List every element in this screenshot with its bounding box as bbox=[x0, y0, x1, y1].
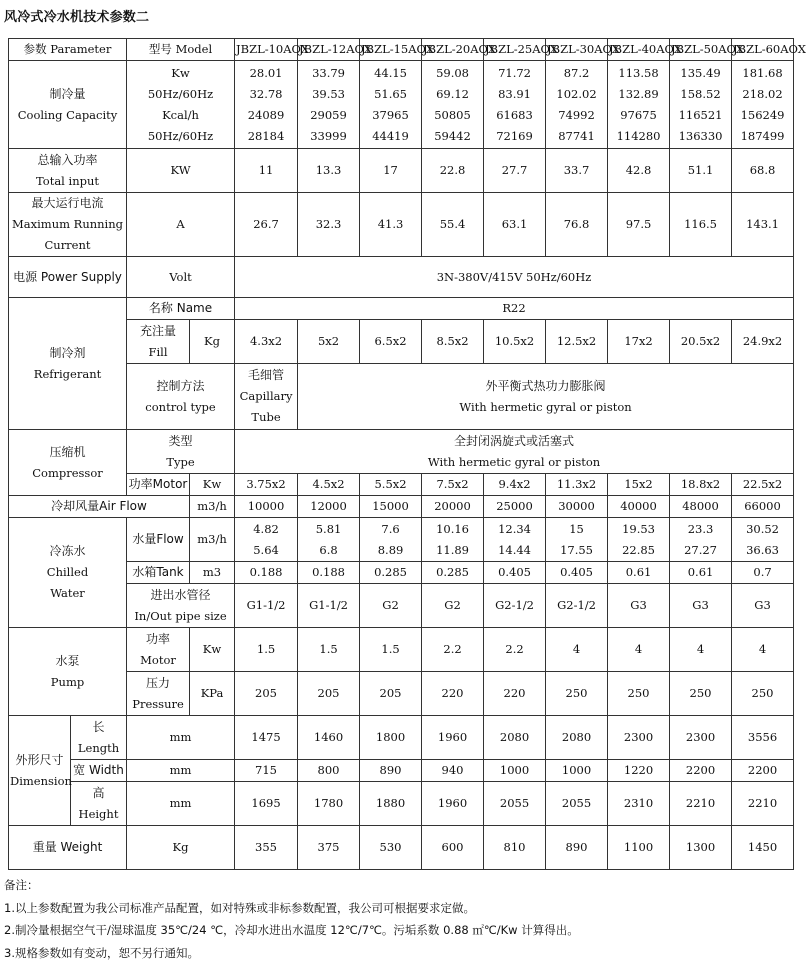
fill-unit: Kg bbox=[190, 320, 235, 364]
pump-motor-unit: Kw bbox=[190, 628, 235, 672]
length-cell: 1475 bbox=[235, 716, 298, 760]
height-cell: 1695 bbox=[235, 782, 298, 826]
current-label-en: Current bbox=[10, 235, 125, 256]
flow-cell: 7.6 8.89 bbox=[360, 518, 422, 562]
cooling-unit: Kcal/h bbox=[128, 105, 233, 126]
fill-cell: 17x2 bbox=[608, 320, 670, 364]
chilled-label-en: Chilled bbox=[10, 562, 125, 583]
notes-heading: 备注： bbox=[4, 874, 579, 897]
tank-cell: 0.188 bbox=[235, 562, 298, 584]
input-label bbox=[9, 149, 127, 193]
pump-pressure-cell: 205 bbox=[360, 672, 422, 716]
cooling-label-zh: 制冷量 bbox=[10, 84, 125, 105]
valve-en: With hermetic gyral or piston bbox=[299, 397, 792, 418]
pipe-cell: G3 bbox=[732, 584, 794, 628]
model-name: JBZL-40AOX bbox=[608, 39, 670, 61]
dim-height-row bbox=[9, 782, 794, 826]
weight-cell: 600 bbox=[422, 826, 484, 870]
pump-motor-zh: 功率 bbox=[128, 629, 188, 650]
notes bbox=[4, 874, 579, 964]
tank-cell: 0.405 bbox=[484, 562, 546, 584]
pump-pressure-cell: 220 bbox=[422, 672, 484, 716]
cooling-units bbox=[127, 61, 235, 149]
dim-unit: mm bbox=[127, 782, 235, 826]
fill-cell: 8.5x2 bbox=[422, 320, 484, 364]
cooling-label bbox=[9, 61, 127, 149]
input-cell: 17 bbox=[360, 149, 422, 193]
pump-label-zh: 水泵 bbox=[10, 651, 125, 672]
motor-cell: 5.5x2 bbox=[360, 474, 422, 496]
motor-label bbox=[127, 474, 190, 496]
cooling-unit: Kw bbox=[128, 63, 233, 84]
refrigerant-name-text: 名称 Name bbox=[149, 301, 212, 315]
pump-pressure-unit: KPa bbox=[190, 672, 235, 716]
pipe-label-zh: 进出水管径 bbox=[128, 585, 233, 606]
power-row bbox=[9, 257, 794, 298]
pump-motor-cell: 2.2 bbox=[422, 628, 484, 672]
input-unit: KW bbox=[127, 149, 235, 193]
weight-cell: 1300 bbox=[670, 826, 732, 870]
model-name: JBZL-25AOX bbox=[484, 39, 546, 61]
motor-unit: Kw bbox=[190, 474, 235, 496]
current-cell: 97.5 bbox=[608, 193, 670, 257]
cooling-cell: 113.58 132.89 97675 114280 bbox=[608, 61, 670, 149]
current-cell: 32.3 bbox=[298, 193, 360, 257]
pump-pressure-cell: 220 bbox=[484, 672, 546, 716]
length-cell: 1960 bbox=[422, 716, 484, 760]
compressor-type-label bbox=[127, 430, 235, 474]
pump-motor-cell: 4 bbox=[546, 628, 608, 672]
motor-cell: 4.5x2 bbox=[298, 474, 360, 496]
airflow-unit: m3/h bbox=[190, 496, 235, 518]
length-cell: 2300 bbox=[670, 716, 732, 760]
tank-label bbox=[127, 562, 190, 584]
refrigerant-fill-row bbox=[9, 320, 794, 364]
pump-pressure-cell: 205 bbox=[298, 672, 360, 716]
header-row bbox=[9, 39, 794, 61]
motor-label-text: 功率Motor bbox=[129, 477, 188, 491]
flow-cell: 19.53 22.85 bbox=[608, 518, 670, 562]
motor-cell: 3.75x2 bbox=[235, 474, 298, 496]
fill-cell: 12.5x2 bbox=[546, 320, 608, 364]
airflow-label bbox=[9, 496, 190, 518]
tank-cell: 0.285 bbox=[422, 562, 484, 584]
current-row bbox=[9, 193, 794, 257]
type-label-en: Type bbox=[128, 452, 233, 473]
note-item: 2.制冷量根据空气干/湿球温度 35℃/24 ℃，冷却水进出水温度 12℃/7℃。污垢系数 0.88 ㎡℃/Kw 计算得出。 bbox=[4, 919, 579, 942]
airflow-cell: 25000 bbox=[484, 496, 546, 518]
current-cell: 41.3 bbox=[360, 193, 422, 257]
current-cell: 76.8 bbox=[546, 193, 608, 257]
refrigerant-control-row bbox=[9, 364, 794, 430]
flow-cell: 12.34 14.44 bbox=[484, 518, 546, 562]
length-label-zh: 长 bbox=[72, 717, 125, 738]
capillary-en: Capillary bbox=[236, 386, 296, 407]
chilled-label bbox=[9, 518, 127, 628]
pump-pressure-cell: 250 bbox=[670, 672, 732, 716]
model-name: JBZL-10AOX bbox=[235, 39, 298, 61]
input-cell: 68.8 bbox=[732, 149, 794, 193]
input-cell: 33.7 bbox=[546, 149, 608, 193]
pipe-cell: G2-1/2 bbox=[484, 584, 546, 628]
cooling-cell: 71.72 83.91 61683 72169 bbox=[484, 61, 546, 149]
fill-cell: 20.5x2 bbox=[670, 320, 732, 364]
pump-pressure-label bbox=[127, 672, 190, 716]
weight-cell: 810 bbox=[484, 826, 546, 870]
compressor-type-value bbox=[235, 430, 794, 474]
note-item: 3.规格参数如有变动，恕不另行通知。 bbox=[4, 942, 579, 964]
motor-cell: 18.8x2 bbox=[670, 474, 732, 496]
header-model: 型号 Model bbox=[127, 39, 235, 61]
pump-motor-cell: 4 bbox=[732, 628, 794, 672]
pump-motor-cell: 1.5 bbox=[298, 628, 360, 672]
pipe-cell: G2 bbox=[422, 584, 484, 628]
refrigerant-name-row bbox=[9, 298, 794, 320]
pipe-cell: G1-1/2 bbox=[235, 584, 298, 628]
model-name: JBZL-12AOX bbox=[298, 39, 360, 61]
airflow-cell: 40000 bbox=[608, 496, 670, 518]
length-cell: 2080 bbox=[484, 716, 546, 760]
current-cell: 116.5 bbox=[670, 193, 732, 257]
pump-pressure-cell: 250 bbox=[732, 672, 794, 716]
height-cell: 2310 bbox=[608, 782, 670, 826]
height-label-en: Height bbox=[72, 804, 125, 825]
model-name: JBZL-50AOX bbox=[670, 39, 732, 61]
model-name: JBZL-15AOX bbox=[360, 39, 422, 61]
input-cell: 13.3 bbox=[298, 149, 360, 193]
width-label bbox=[71, 760, 127, 782]
height-cell: 2210 bbox=[732, 782, 794, 826]
current-label-en: Maximum Running bbox=[10, 214, 125, 235]
power-label-text: 电源 Power Supply bbox=[13, 270, 122, 284]
current-label-zh: 最大运行电流 bbox=[10, 193, 125, 214]
spec-table bbox=[8, 38, 794, 870]
chilled-label-zh: 冷冻水 bbox=[10, 541, 125, 562]
length-cell: 3556 bbox=[732, 716, 794, 760]
current-cell: 55.4 bbox=[422, 193, 484, 257]
dimension-label bbox=[9, 716, 71, 826]
dimension-label-en: Dimension bbox=[10, 771, 69, 792]
width-cell: 2200 bbox=[670, 760, 732, 782]
airflow-cell: 66000 bbox=[732, 496, 794, 518]
pipe-cell: G1-1/2 bbox=[298, 584, 360, 628]
pump-motor-cell: 1.5 bbox=[235, 628, 298, 672]
chilled-pipe-row bbox=[9, 584, 794, 628]
airflow-cell: 48000 bbox=[670, 496, 732, 518]
height-cell: 1960 bbox=[422, 782, 484, 826]
weight-label-text: 重量 Weight bbox=[33, 840, 103, 854]
dimension-label-zh: 外形尺寸 bbox=[10, 750, 69, 771]
current-cell: 63.1 bbox=[484, 193, 546, 257]
length-label bbox=[71, 716, 127, 760]
pump-pressure-zh: 压力 bbox=[128, 673, 188, 694]
control-label bbox=[127, 364, 235, 430]
current-unit: A bbox=[127, 193, 235, 257]
power-unit: Volt bbox=[127, 257, 235, 298]
motor-cell: 15x2 bbox=[608, 474, 670, 496]
pump-motor-cell: 2.2 bbox=[484, 628, 546, 672]
length-cell: 1460 bbox=[298, 716, 360, 760]
type-value-en: With hermetic gyral or piston bbox=[236, 452, 792, 473]
weight-row bbox=[9, 826, 794, 870]
width-cell: 715 bbox=[235, 760, 298, 782]
flow-cell: 15 17.55 bbox=[546, 518, 608, 562]
length-cell: 1800 bbox=[360, 716, 422, 760]
power-label bbox=[9, 257, 127, 298]
pump-label bbox=[9, 628, 127, 716]
airflow-cell: 15000 bbox=[360, 496, 422, 518]
width-label-text: 宽 Width bbox=[73, 763, 124, 777]
cooling-cell: 28.01 32.78 24089 28184 bbox=[235, 61, 298, 149]
cooling-row bbox=[9, 61, 794, 149]
fill-label-en: Fill bbox=[128, 342, 188, 363]
height-cell: 2210 bbox=[670, 782, 732, 826]
height-cell: 2055 bbox=[546, 782, 608, 826]
input-cell: 22.8 bbox=[422, 149, 484, 193]
pipe-cell: G2 bbox=[360, 584, 422, 628]
note-item: 1.以上参数配置为我公司标准产品配置，如对特殊或非标参数配置，我公司可根据要求定做。 bbox=[4, 897, 579, 920]
control-capillary bbox=[235, 364, 298, 430]
fill-label bbox=[127, 320, 190, 364]
pump-motor-en: Motor bbox=[128, 650, 188, 671]
height-cell: 2055 bbox=[484, 782, 546, 826]
input-cell: 51.1 bbox=[670, 149, 732, 193]
input-label-en: Total input bbox=[10, 171, 125, 192]
dim-unit: mm bbox=[127, 760, 235, 782]
dim-unit: mm bbox=[127, 716, 235, 760]
header-param: 参数 Parameter bbox=[9, 39, 127, 61]
width-cell: 2200 bbox=[732, 760, 794, 782]
flow-cell: 23.3 27.27 bbox=[670, 518, 732, 562]
pipe-label bbox=[127, 584, 235, 628]
flow-cell: 30.52 36.63 bbox=[732, 518, 794, 562]
compressor-motor-row bbox=[9, 474, 794, 496]
height-cell: 1780 bbox=[298, 782, 360, 826]
motor-cell: 22.5x2 bbox=[732, 474, 794, 496]
cooling-label-en: Cooling Capacity bbox=[10, 105, 125, 126]
type-value-zh: 全封闭涡旋式或活塞式 bbox=[236, 431, 792, 452]
motor-cell: 7.5x2 bbox=[422, 474, 484, 496]
airflow-cell: 12000 bbox=[298, 496, 360, 518]
height-cell: 1880 bbox=[360, 782, 422, 826]
weight-cell: 890 bbox=[546, 826, 608, 870]
cooling-cell: 59.08 69.12 50805 59442 bbox=[422, 61, 484, 149]
length-cell: 2300 bbox=[608, 716, 670, 760]
weight-label bbox=[9, 826, 127, 870]
tank-cell: 0.285 bbox=[360, 562, 422, 584]
refrigerant-name-value: R22 bbox=[235, 298, 794, 320]
control-valve bbox=[298, 364, 794, 430]
height-label-zh: 高 bbox=[72, 783, 125, 804]
length-label-en: Length bbox=[72, 738, 125, 759]
current-cell: 26.7 bbox=[235, 193, 298, 257]
dim-length-row bbox=[9, 716, 794, 760]
motor-cell: 9.4x2 bbox=[484, 474, 546, 496]
weight-cell: 530 bbox=[360, 826, 422, 870]
tank-label-text: 水箱Tank bbox=[132, 565, 183, 579]
current-cell: 143.1 bbox=[732, 193, 794, 257]
flow-label bbox=[127, 518, 190, 562]
width-cell: 1000 bbox=[484, 760, 546, 782]
height-label bbox=[71, 782, 127, 826]
fill-cell: 6.5x2 bbox=[360, 320, 422, 364]
weight-cell: 375 bbox=[298, 826, 360, 870]
pump-pressure-cell: 250 bbox=[546, 672, 608, 716]
motor-cell: 11.3x2 bbox=[546, 474, 608, 496]
tank-unit: m3 bbox=[190, 562, 235, 584]
type-label-zh: 类型 bbox=[128, 431, 233, 452]
model-name: JBZL-60AOX bbox=[732, 39, 794, 61]
pump-motor-cell: 4 bbox=[608, 628, 670, 672]
flow-unit: m3/h bbox=[190, 518, 235, 562]
chilled-flow-row bbox=[9, 518, 794, 562]
control-label-zh: 控制方法 bbox=[128, 376, 233, 397]
control-label-en: control type bbox=[128, 397, 233, 418]
weight-unit: Kg bbox=[127, 826, 235, 870]
fill-label-zh: 充注量 bbox=[128, 321, 188, 342]
fill-cell: 10.5x2 bbox=[484, 320, 546, 364]
page-title: 风冷式冷水机技术参数二 bbox=[4, 6, 149, 25]
flow-label-text: 水量Flow bbox=[132, 532, 183, 546]
weight-cell: 355 bbox=[235, 826, 298, 870]
fill-cell: 4.3x2 bbox=[235, 320, 298, 364]
tank-cell: 0.61 bbox=[608, 562, 670, 584]
pump-motor-cell: 4 bbox=[670, 628, 732, 672]
pump-pressure-row bbox=[9, 672, 794, 716]
input-row bbox=[9, 149, 794, 193]
width-cell: 1220 bbox=[608, 760, 670, 782]
cooling-cell: 181.68 218.02 156249 187499 bbox=[732, 61, 794, 149]
pump-pressure-en: Pressure bbox=[128, 694, 188, 715]
dim-width-row bbox=[9, 760, 794, 782]
pump-motor-cell: 1.5 bbox=[360, 628, 422, 672]
width-cell: 1000 bbox=[546, 760, 608, 782]
pump-pressure-cell: 205 bbox=[235, 672, 298, 716]
pump-pressure-cell: 250 bbox=[608, 672, 670, 716]
pump-label-en: Pump bbox=[10, 672, 125, 693]
capillary-en: Tube bbox=[236, 407, 296, 428]
input-label-zh: 总输入功率 bbox=[10, 150, 125, 171]
cooling-cell: 87.2 102.02 74992 87741 bbox=[546, 61, 608, 149]
width-cell: 890 bbox=[360, 760, 422, 782]
compressor-type-row bbox=[9, 430, 794, 474]
weight-cell: 1450 bbox=[732, 826, 794, 870]
tank-cell: 0.405 bbox=[546, 562, 608, 584]
airflow-label-text: 冷却风量Air Flow bbox=[51, 499, 147, 513]
cooling-unit: 50Hz/60Hz bbox=[128, 126, 233, 147]
capillary-zh: 毛细管 bbox=[236, 365, 296, 386]
refrigerant-label-zh: 制冷剂 bbox=[10, 343, 125, 364]
pipe-cell: G3 bbox=[670, 584, 732, 628]
pump-motor-row bbox=[9, 628, 794, 672]
refrigerant-label bbox=[9, 298, 127, 430]
length-cell: 2080 bbox=[546, 716, 608, 760]
flow-cell: 5.81 6.8 bbox=[298, 518, 360, 562]
cooling-cell: 33.79 39.53 29059 33999 bbox=[298, 61, 360, 149]
tank-cell: 0.7 bbox=[732, 562, 794, 584]
chilled-label-en: Water bbox=[10, 583, 125, 604]
cooling-cell: 135.49 158.52 116521 136330 bbox=[670, 61, 732, 149]
model-name: JBZL-20AOX bbox=[422, 39, 484, 61]
cooling-cell: 44.15 51.65 37965 44419 bbox=[360, 61, 422, 149]
width-cell: 800 bbox=[298, 760, 360, 782]
valve-zh: 外平衡式热功力膨胀阀 bbox=[299, 376, 792, 397]
flow-cell: 10.16 11.89 bbox=[422, 518, 484, 562]
pipe-cell: G2-1/2 bbox=[546, 584, 608, 628]
pipe-cell: G3 bbox=[608, 584, 670, 628]
refrigerant-label-en: Refrigerant bbox=[10, 364, 125, 385]
model-name: JBZL-30AOX bbox=[546, 39, 608, 61]
airflow-cell: 10000 bbox=[235, 496, 298, 518]
weight-cell: 1100 bbox=[608, 826, 670, 870]
flow-cell: 4.82 5.64 bbox=[235, 518, 298, 562]
refrigerant-name-label bbox=[127, 298, 235, 320]
tank-cell: 0.188 bbox=[298, 562, 360, 584]
input-cell: 11 bbox=[235, 149, 298, 193]
cooling-unit: 50Hz/60Hz bbox=[128, 84, 233, 105]
input-cell: 42.8 bbox=[608, 149, 670, 193]
power-value: 3N-380V/415V 50Hz/60Hz bbox=[235, 257, 794, 298]
pump-motor-label bbox=[127, 628, 190, 672]
fill-cell: 24.9x2 bbox=[732, 320, 794, 364]
airflow-cell: 20000 bbox=[422, 496, 484, 518]
compressor-label-en: Compressor bbox=[10, 463, 125, 484]
pipe-label-en: In/Out pipe size bbox=[128, 606, 233, 627]
chilled-tank-row bbox=[9, 562, 794, 584]
airflow-cell: 30000 bbox=[546, 496, 608, 518]
current-label bbox=[9, 193, 127, 257]
fill-cell: 5x2 bbox=[298, 320, 360, 364]
width-cell: 940 bbox=[422, 760, 484, 782]
compressor-label-zh: 压缩机 bbox=[10, 442, 125, 463]
tank-cell: 0.61 bbox=[670, 562, 732, 584]
compressor-label bbox=[9, 430, 127, 496]
airflow-row bbox=[9, 496, 794, 518]
input-cell: 27.7 bbox=[484, 149, 546, 193]
